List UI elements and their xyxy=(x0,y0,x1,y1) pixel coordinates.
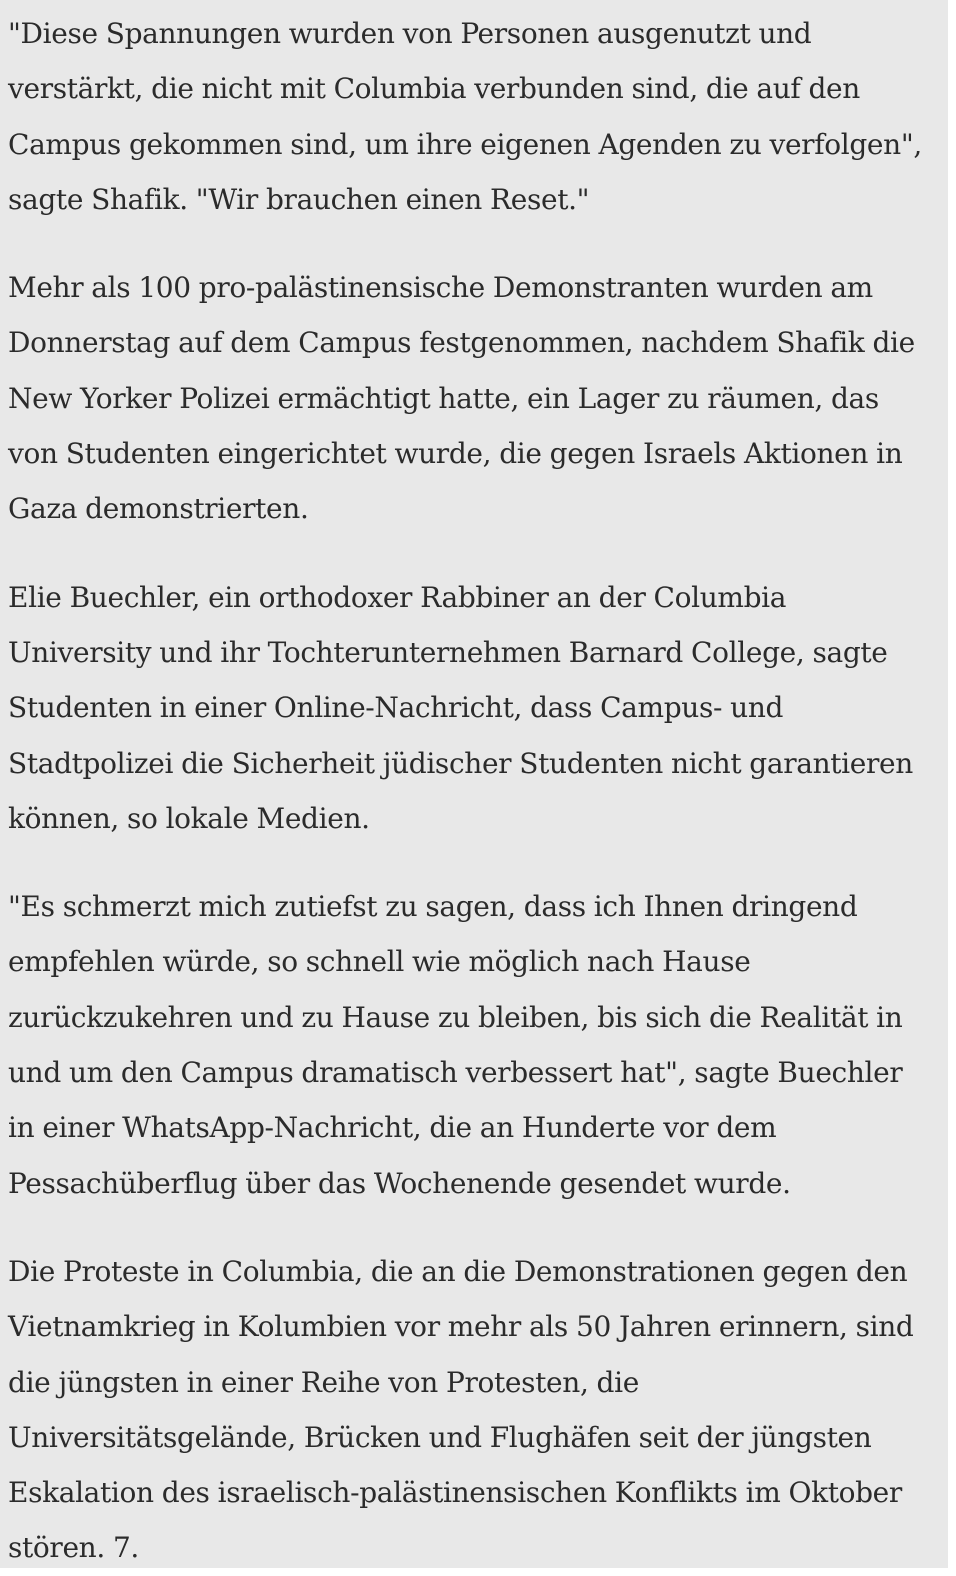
article-paragraph: "Es schmerzt mich zutiefst zu sagen, dass ich Ihnen dringend empfehlen würde, so schnell wie möglich nach Hause zurückzukehren und zu Hause zu bleiben, bis sich die Realität in und um den Campus dramatisch verbessert hat", sagte Buechler in einer WhatsApp-Nachricht, die an Hunderte vor dem Pessachüberflug über das Wochenende gesendet wurde. xyxy=(8,890,903,1200)
article-paragraph: Die Proteste in Columbia, die an die Demonstrationen gegen den Vietnamkrieg in Kolumbien vor mehr als 50 Jahren erinnern, sind die jüngsten in einer Reihe von Protesten, die Universitätsgelände, Brücken und Flughäfen seit der jüngsten Eskalation des israelisch-palästinensischen Konflikts im Oktober stören. 7. xyxy=(8,1254,914,1565)
article-body xyxy=(8,6,934,1576)
article-paragraph: "Diese Spannungen wurden von Personen ausgenutzt und verstärkt, die nicht mit Columbia verbunden sind, die auf den Campus gekommen sind, um ihre eigenen Agenden zu verfolgen", sagte Shafik. "Wir brauchen einen Reset." xyxy=(8,17,922,216)
page-margin xyxy=(948,0,956,1568)
article-paragraph: Elie Buechler, ein orthodoxer Rabbiner an der Columbia University und ihr Tochterunternehmen Barnard College, sagte Studenten in einer Online-Nachricht, dass Campus- und Stadtpolizei die Sicherheit jüdischer Studenten nicht garantieren können, so lokale Medien. xyxy=(8,580,913,835)
article-paragraph: Mehr als 100 pro-palästinensische Demonstranten wurden am Donnerstag auf dem Campus festgenommen, nachdem Shafik die New Yorker Polizei ermächtigt hatte, ein Lager zu räumen, das von Studenten eingerichtet wurde, die gegen Israels Aktionen in Gaza demonstrierten. xyxy=(8,271,915,526)
